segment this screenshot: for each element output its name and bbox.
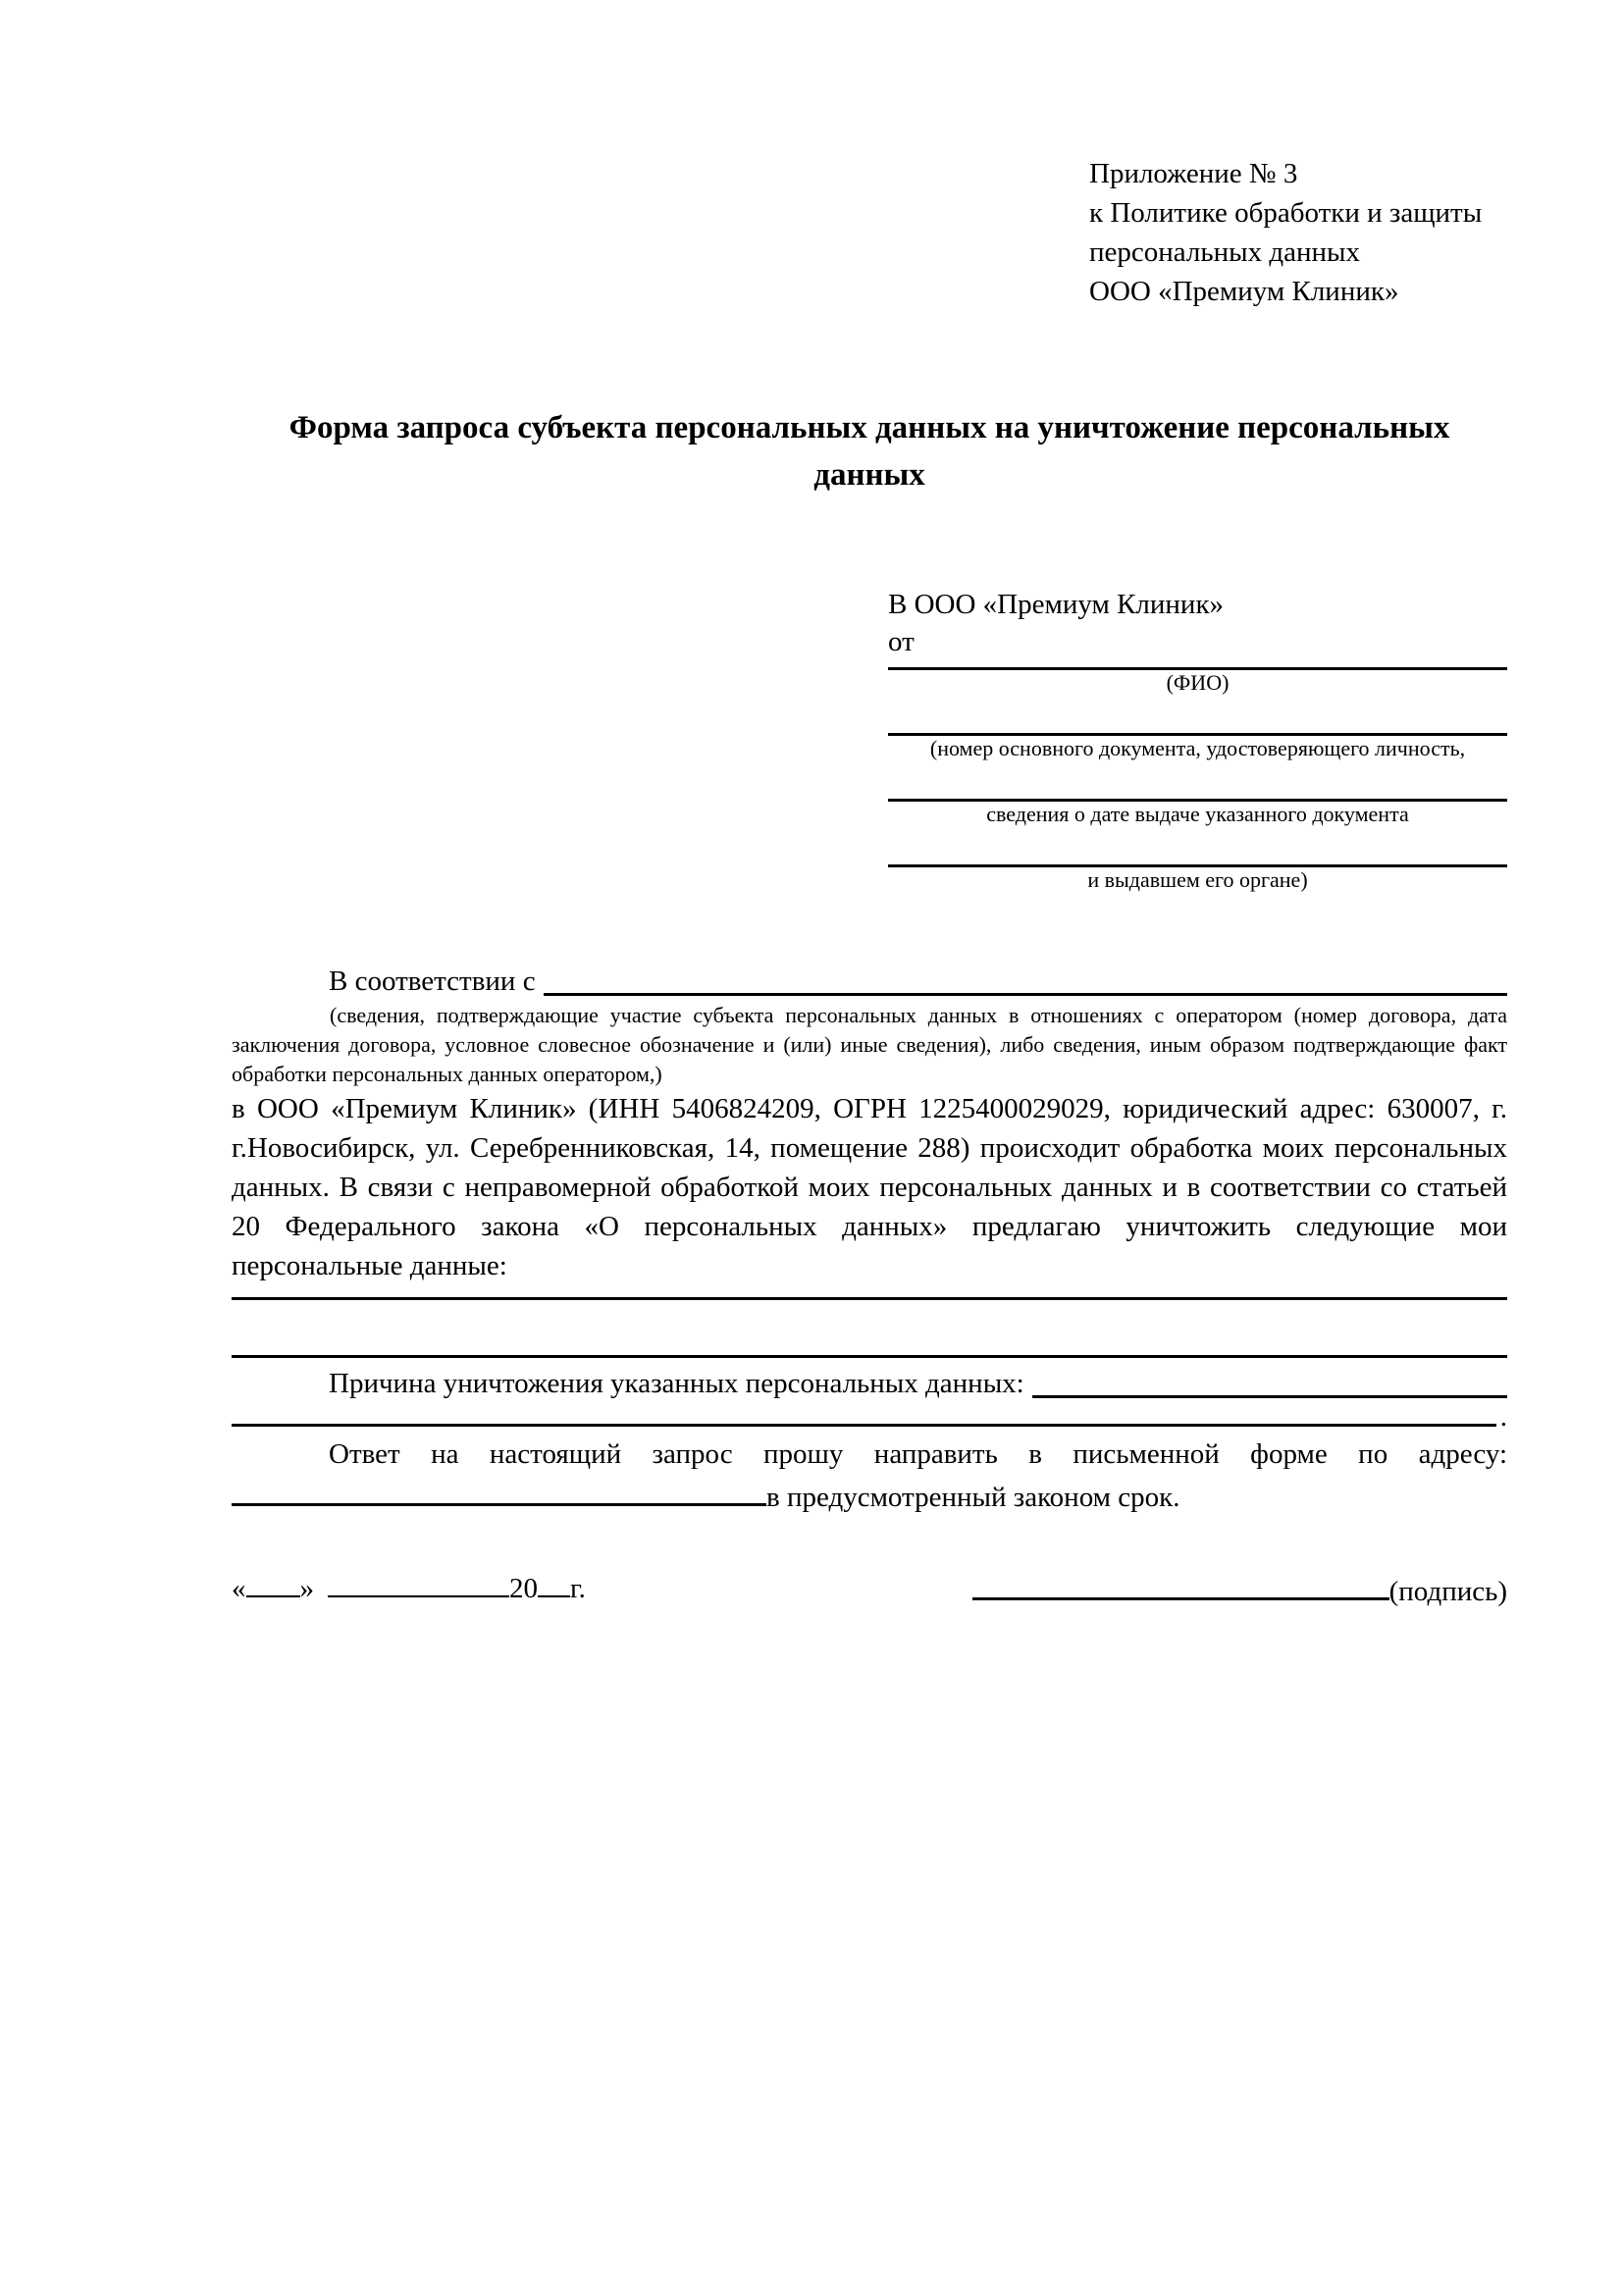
document-number-caption: (номер основного документа, удостоверяющего личность, [929, 736, 1466, 760]
reason-input-line-2[interactable] [232, 1403, 1496, 1427]
addressee-from-label: от [888, 626, 915, 657]
response-address-row [232, 1474, 1507, 1517]
date-day-input-line[interactable] [246, 1568, 300, 1597]
footer-row [232, 1568, 1507, 1611]
issue-date-caption: сведения о дате выдаче указанного документа [986, 802, 1409, 826]
header-line-appendix: Приложение № 3 [1089, 158, 1298, 189]
accordance-footnote: (сведения, подтверждающие участие субъекта персональных данных в отношениях с оператором (номер договора, дата заключения договора, условное словесное обозначение и (или) иные сведения), либо сведения, иным образом подтверждающие факт обработки персональных данных оператором,) [232, 1003, 1507, 1086]
issue-date-input-line[interactable] [888, 761, 1507, 802]
main-paragraph: в ООО «Премиум Клиник» (ИНН 5406824209, ОГРН 1225400029029, юридический адрес: 630007, г. г.Новосибирск, ул. Серебренниковская, 14, помещение 288) происходит обработка моих персональных данных. В связи с неправомерной обработкой моих персональных данных и в соответствии со статьей 20 Федерального закона «О персональных данных» предлагаю уничтожить следующие мои персональные данные: [232, 1093, 1507, 1281]
reason-row [232, 1364, 1507, 1403]
date-open-quote: « [232, 1573, 246, 1604]
addressee-block [888, 585, 1507, 893]
issuing-authority-caption: и выдавшем его органе) [1087, 867, 1308, 892]
accordance-label: В соответствии с [329, 965, 536, 997]
date-close-quote: » [299, 1573, 314, 1604]
reason-input-line[interactable] [1032, 1364, 1507, 1398]
personal-data-input-line-1[interactable] [232, 1285, 1507, 1300]
date-year-suffix: г. [570, 1573, 586, 1604]
reason-continuation-row [232, 1401, 1507, 1433]
fio-caption: (ФИО) [1166, 670, 1230, 695]
issuing-authority-input-line[interactable] [888, 827, 1507, 867]
date-month-input-line[interactable] [328, 1568, 509, 1597]
response-tail: в предусмотренный законом срок. [766, 1482, 1180, 1513]
date-year-input-line[interactable] [538, 1568, 570, 1597]
issue-date-field [888, 761, 1507, 827]
document-number-field [888, 696, 1507, 761]
accordance-row [232, 962, 1507, 1001]
signature-field [972, 1568, 1507, 1611]
document-number-input-line[interactable] [888, 696, 1507, 736]
signature-caption: (подпись) [1388, 1576, 1507, 1607]
fio-field [888, 659, 1507, 696]
personal-data-input-line-2[interactable] [232, 1300, 1507, 1358]
address-input-line[interactable] [232, 1474, 766, 1506]
reason-period: . [1499, 1401, 1507, 1433]
date-field [232, 1568, 586, 1611]
accordance-input-line[interactable] [544, 962, 1507, 996]
document-title: Форма запроса субъекта персональных данных на уничтожение персональных данных [288, 410, 1450, 493]
response-paragraph: Ответ на настоящий запрос прошу направить в письменной форме по адресу: [329, 1438, 1507, 1470]
reason-label: Причина уничтожения указанных персональных данных: [329, 1368, 1024, 1399]
signature-input-line[interactable] [972, 1568, 1389, 1600]
fio-input-line[interactable] [888, 659, 1507, 670]
document-header [1089, 154, 1507, 311]
header-line-personal-data: персональных данных [1089, 236, 1361, 268]
addressee-to: В ООО «Премиум Клиник» [888, 589, 1225, 620]
header-line-company: ООО «Премиум Клиник» [1089, 276, 1399, 307]
date-year-prefix: 20 [509, 1573, 538, 1604]
header-line-policy: к Политике обработки и защиты [1089, 197, 1483, 229]
issuing-authority-field [888, 827, 1507, 893]
